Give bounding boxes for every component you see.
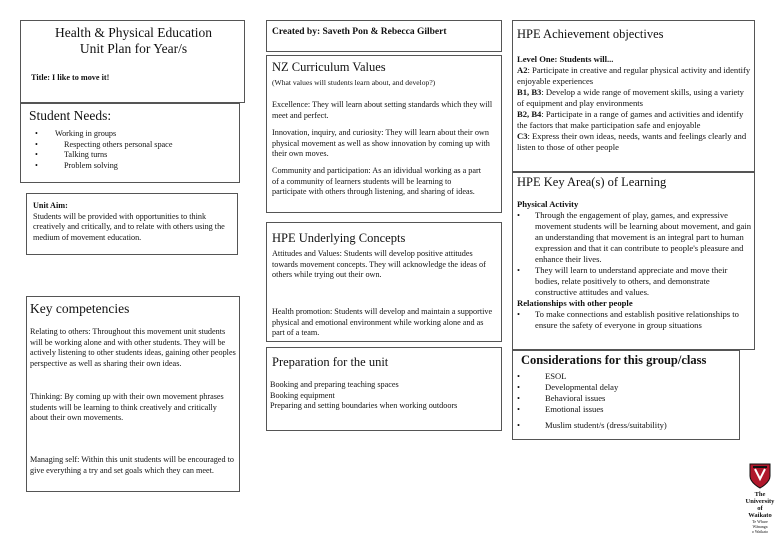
- university-logo: [745, 463, 775, 533]
- innovation-text: Innovation, inquiry, and curiosity: They will learn about their own physical movement as well as show innovation by coming up with their own moves.: [272, 128, 490, 158]
- logo-line-4: Te Whare Wānanga: [752, 519, 768, 529]
- key-areas-body: [517, 199, 753, 331]
- list-item: • Respecting others personal space: [35, 139, 173, 149]
- list-item: • Emotional issues: [517, 404, 604, 414]
- list-item: • Talking turns: [35, 150, 108, 159]
- list-item: • Working in groups: [35, 129, 117, 138]
- health-promotion-text: Health promotion: Students will develop and maintain a supportive physical and emotional environment while working alone and as part of a team.: [272, 307, 493, 337]
- relationships-list: [517, 309, 753, 331]
- physical-activity-list: [517, 210, 753, 298]
- underlying-concepts-box: [266, 222, 502, 342]
- level-line: Level One: Students will...: [517, 54, 614, 64]
- achievement-text: [517, 54, 753, 153]
- list-item: • To make connections and establish positive relationships to ensure the safety of everyone in group situations: [517, 309, 739, 330]
- nz-values-heading: NZ Curriculum Values: [272, 60, 386, 74]
- key-competencies-box: [26, 296, 240, 492]
- key-areas-box: [512, 172, 755, 350]
- key-areas-heading: HPE Key Area(s) of Learning: [517, 175, 667, 189]
- objective-c3: C3: Express their own ideas, needs, wants and feelings clearly and listen to those of other people: [517, 131, 747, 152]
- student-needs-heading: Student Needs:: [29, 108, 112, 123]
- list-item: • Muslim student/s (dress/suitability): [517, 420, 667, 430]
- list-item: • ESOL: [517, 371, 567, 381]
- list-item: Booking and preparing teaching spaces: [270, 380, 399, 389]
- title-box: [20, 20, 245, 103]
- excellence-text: Excellence: They will learn about setting standards which they will meet and perfect.: [272, 100, 493, 120]
- achievement-heading: HPE Achievement objectives: [517, 27, 664, 41]
- logo-line-1: The: [754, 491, 766, 498]
- nz-values-subheading: (What values will students learn about, and develop?): [272, 78, 436, 87]
- unit-aim-text: [33, 201, 235, 243]
- title-line-2: Unit Plan for Year/s: [79, 41, 188, 56]
- relationships-heading: Relationships with other people: [517, 298, 633, 308]
- crest-icon: [749, 463, 771, 489]
- physical-activity-heading: Physical Activity: [517, 199, 579, 209]
- list-item: • Developmental delay: [517, 382, 619, 392]
- preparation-list: [270, 380, 496, 412]
- created-by-box: [266, 20, 502, 52]
- attitudes-values-text: Attitudes and Values: Students will develop positive attitudes towards movement concepts. They will acknowledge the ideas of others while trying out their own.: [272, 249, 486, 279]
- student-needs-box: [20, 103, 240, 183]
- considerations-list: [517, 371, 737, 431]
- objective-a2: A2: Participate in creative and regular physical activity and identify enjoyable experiences: [517, 65, 751, 86]
- unit-aim-box: [26, 193, 238, 255]
- achievement-box: [512, 20, 755, 172]
- nz-values-box: [266, 55, 502, 213]
- considerations-heading: Considerations for this group/class: [521, 353, 707, 367]
- list-item: • Behavioral issues: [517, 393, 606, 403]
- list-item: • They will learn to understand appreciate and move their bodies, relate positively to others, and demonstrate constructive attitudes and values.: [517, 265, 728, 297]
- objective-b1-b3: B1, B3: Develop a wide range of movement skills, using a variety of equipment and play environments: [517, 87, 744, 108]
- thinking-text: Thinking: By coming up with their own movement phrases students will be learning to think creatively and critically about their own movements.: [30, 392, 224, 422]
- relating-text: Relating to others: Throughout this movement unit students will be working alone and with other students. They will be actively listening to other students ideas, gaining other peoples perspective as well as sharing their own ideas.: [30, 327, 236, 368]
- community-text: Community and participation: As an idividual working as a part of a community of learners students will be learning to participate with others through listening, and sharing of ideas.: [272, 166, 481, 196]
- underlying-concepts-heading: HPE Underlying Concepts: [272, 231, 406, 245]
- key-competencies-heading: Key competencies: [30, 301, 130, 316]
- student-needs-list: [35, 129, 235, 171]
- preparation-box: [266, 347, 502, 431]
- managing-self-text: Managing self: Within this unit students will be encouraged to give everything a try and set goals which they can meet.: [30, 455, 234, 475]
- page-title: [21, 25, 245, 57]
- preparation-heading: Preparation for the unit: [272, 355, 389, 369]
- logo-line-3: of Waikato: [748, 505, 772, 519]
- unit-aim-body: Students will be provided with opportunities to think creatively and critically, and to relate with others using the medium of movement education.: [33, 211, 225, 242]
- logo-line-2: University: [745, 498, 775, 505]
- list-item: • Problem solving: [35, 160, 118, 170]
- logo-line-5: o Waikato: [751, 529, 769, 534]
- created-by: Created by: Saveth Pon & Rebecca Gilbert: [272, 27, 447, 37]
- title-line-1: Health & Physical Education: [54, 25, 213, 40]
- considerations-box: [512, 350, 740, 440]
- list-item: Booking equipment: [270, 390, 335, 400]
- list-item: Preparing and setting boundaries when working outdoors: [270, 401, 458, 410]
- unit-aim-label: Unit Aim:: [33, 201, 68, 210]
- unit-title: Title: I like to move it!: [31, 73, 110, 82]
- objective-b2-b4: B2, B4: Participate in a range of games and activities and identify the factors that make participation safe and enjoyable: [517, 109, 744, 130]
- list-item: • Through the engagement of play, games, and expressive movement students will be learning about movement, and gain an understanding that movement is an integral part to human expression and that it can contribute to people's pleasure and enhance their lives.: [517, 210, 751, 264]
